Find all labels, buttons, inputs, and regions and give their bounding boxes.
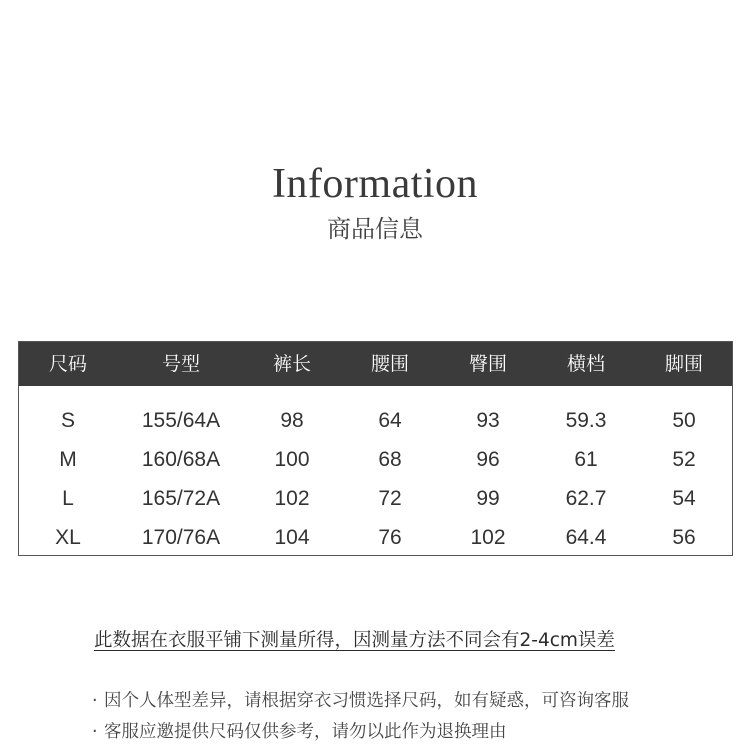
table-cell: 96: [476, 448, 500, 471]
column-header-model: 号型: [161, 353, 201, 375]
table-cell: 54: [672, 487, 696, 510]
measurement-note: 此数据在衣服平铺下测量所得，因测量方法不同会有2-4cm误差: [94, 630, 615, 651]
table-cell: 72: [378, 487, 402, 510]
column-header-hem: 脚围: [664, 353, 704, 375]
table-cell: 56: [672, 526, 696, 549]
column-header-size: 尺码: [48, 353, 88, 375]
table-cell: 52: [672, 448, 696, 471]
table-cell: 59.3: [565, 409, 607, 432]
size-table: [18, 341, 733, 556]
table-cell: 62.7: [565, 487, 607, 510]
column-header-length: 裤长: [272, 353, 312, 375]
table-cell: 98: [280, 409, 304, 432]
list-item: [92, 688, 629, 714]
table-cell: 64.4: [565, 526, 607, 549]
list-item-text: 客服应邀提供尺码仅供参考，请勿以此作为退换理由: [104, 722, 507, 742]
bullet-marker: ·: [92, 691, 98, 711]
table-cell: 155/64A: [141, 409, 221, 432]
table-cell: 50: [672, 409, 696, 432]
table-header: [19, 342, 732, 386]
heading-chinese: 商品信息: [327, 215, 423, 243]
heading-english: Information: [271, 161, 479, 207]
table-cell: 102: [274, 487, 310, 510]
list-item: [92, 719, 507, 745]
column-header-thigh: 横档: [566, 353, 606, 375]
table-cell: 100: [274, 448, 310, 471]
table-cell: 61: [574, 448, 598, 471]
table-cell: S: [60, 409, 76, 432]
table-cell: 93: [476, 409, 500, 432]
table-cell: 170/76A: [141, 526, 221, 549]
table-cell: 68: [378, 448, 402, 471]
table-cell: 76: [378, 526, 402, 549]
column-header-waist: 腰围: [370, 353, 410, 375]
table-cell: 99: [476, 487, 500, 510]
table-cell: 64: [378, 409, 402, 432]
table-cell: 165/72A: [141, 487, 221, 510]
table-cell: 104: [274, 526, 310, 549]
table-cell: XL: [55, 526, 81, 549]
bullet-marker: ·: [92, 722, 98, 742]
table-cell: 102: [470, 526, 506, 549]
list-item-text: 因个人体型差异，请根据穿衣习惯选择尺码，如有疑惑，可咨询客服: [104, 691, 629, 711]
table-cell: M: [59, 448, 77, 471]
table-cell: 160/68A: [141, 448, 221, 471]
column-header-hip: 臀围: [468, 353, 508, 375]
table-cell: L: [62, 487, 74, 510]
